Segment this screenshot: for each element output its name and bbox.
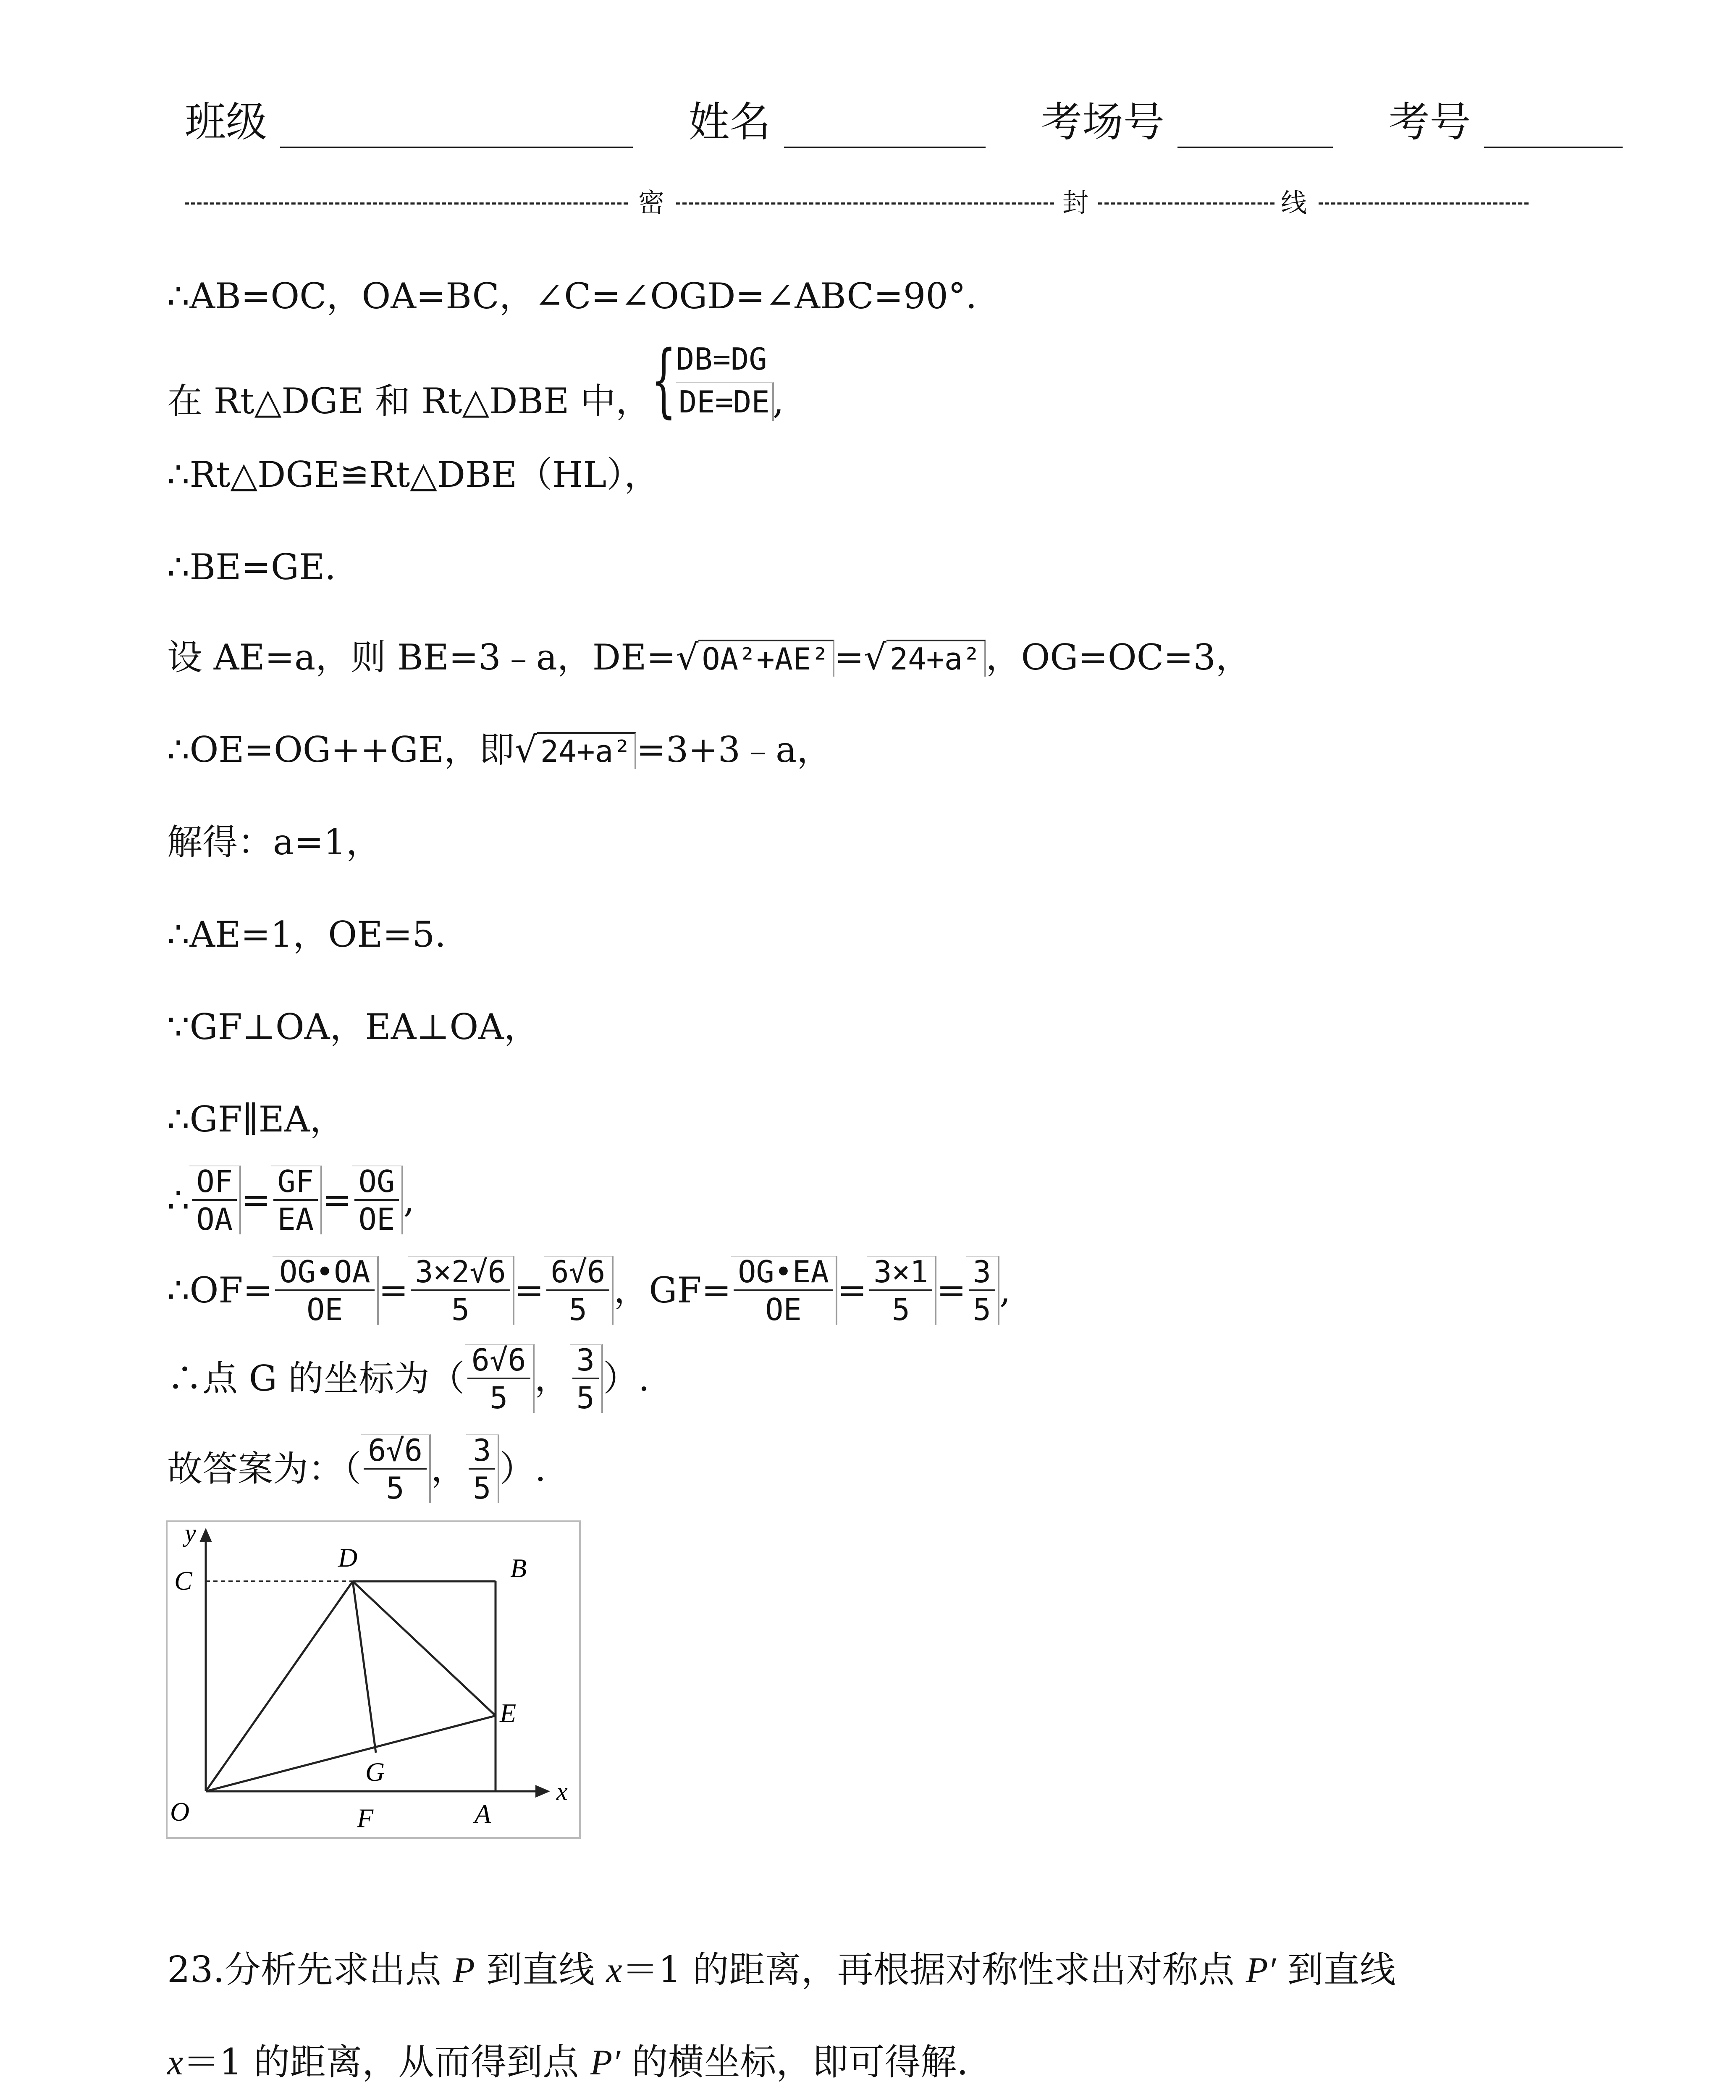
solution-line-12 (167, 1256, 1011, 1325)
fraction (273, 1256, 379, 1325)
radicand: OA²+AE² (698, 640, 834, 677)
numerator: 3×1 (869, 1257, 932, 1291)
problem-23-line-1 (167, 1949, 1396, 1991)
fraction (544, 1256, 614, 1325)
text: ）. (499, 1448, 546, 1489)
denominator: 5 (489, 1380, 508, 1415)
sqrt-expression (864, 636, 986, 680)
text: ∴OE=OG++GE，即 (167, 729, 515, 770)
label-B: B (510, 1553, 527, 1583)
solution-line-2 (167, 380, 651, 422)
label-C: C (174, 1566, 192, 1596)
x-axis-arrow (535, 1785, 550, 1798)
equals: = (834, 637, 864, 678)
solution-line-8: ∴AE=1，OE=5. (167, 914, 446, 955)
equals: = (936, 1270, 966, 1311)
denominator: 5 (473, 1470, 491, 1506)
system-eq-2: DE=DE (676, 382, 774, 421)
solution-line-5 (167, 636, 1251, 680)
segment-OE (206, 1716, 496, 1791)
fraction (361, 1433, 431, 1506)
fraction (966, 1256, 999, 1325)
label-y: y (185, 1520, 196, 1547)
number-blank[interactable] (1484, 110, 1623, 148)
denominator: EA (277, 1202, 314, 1237)
solution-line-13 (167, 1344, 650, 1413)
text: 到直线 (1276, 1949, 1396, 1991)
label-E: E (500, 1698, 517, 1728)
sqrt-sign: √ (864, 637, 886, 678)
text: 的横坐标，即可得解. (620, 2041, 968, 2083)
label-A: A (475, 1799, 491, 1829)
numerator: OG•EA (734, 1257, 833, 1291)
room-blank[interactable] (1177, 110, 1333, 148)
equals: = (322, 1179, 352, 1221)
fraction (731, 1256, 837, 1325)
fraction (466, 1433, 499, 1506)
seal-dash (1098, 202, 1274, 205)
brace: { (651, 333, 677, 426)
var-x: x (606, 1950, 622, 1990)
numerator: 3 (469, 1435, 495, 1470)
label-O: O (170, 1797, 190, 1827)
label-x: x (556, 1777, 568, 1805)
numerator: OG•OA (275, 1257, 375, 1291)
label-D: D (338, 1543, 358, 1572)
equals: = (378, 1270, 409, 1311)
text: ∴ (167, 1179, 190, 1221)
sqrt-sign: √ (676, 637, 699, 678)
text: =3+3﹣a， (636, 729, 832, 770)
numerator: OG (354, 1166, 399, 1201)
text: 到直线 (475, 1949, 606, 1991)
denominator: OE (358, 1202, 395, 1237)
text: , (999, 1270, 1011, 1311)
solution-line-1: ∴AB=OC，OA=BC，∠C=∠OGD=∠ABC=90°． (167, 276, 1001, 317)
sqrt-sign: √ (514, 729, 537, 770)
geometry-figure (166, 1520, 582, 1840)
numerator: GF (273, 1166, 318, 1201)
text: ＝1 的距离，再根据对称性求出对称点 (622, 1949, 1246, 1991)
numerator: 3×2√6 (411, 1257, 510, 1291)
text: 23.分析先求出点 (167, 1949, 453, 1991)
text: ， (534, 1358, 570, 1399)
y-axis-arrow (199, 1528, 212, 1542)
seal-dash (185, 202, 628, 205)
fraction (408, 1256, 514, 1325)
solution-line-14 (167, 1433, 546, 1506)
numerator: OF (192, 1166, 237, 1201)
numerator: 6√6 (546, 1257, 609, 1291)
equals: = (241, 1179, 271, 1221)
seal-char-feng: 封 (1062, 187, 1089, 218)
text: ，GF= (614, 1270, 732, 1311)
solution-line-11 (167, 1164, 415, 1237)
room-label: 考场号 (1041, 98, 1164, 146)
name-blank[interactable] (784, 110, 986, 148)
sqrt-expression (676, 636, 834, 680)
name-label: 姓名 (688, 98, 771, 146)
denominator: 5 (973, 1292, 991, 1327)
fraction (189, 1164, 241, 1237)
solution-line-10: ∴GF∥EA， (167, 1099, 345, 1140)
fraction (867, 1256, 936, 1325)
segment-DG (353, 1581, 376, 1753)
equals: = (514, 1270, 544, 1311)
denominator: 5 (892, 1292, 910, 1327)
numerator: 6√6 (364, 1435, 427, 1470)
seal-line (185, 187, 1529, 218)
numerator: 3 (969, 1257, 995, 1291)
text: ， (431, 1448, 467, 1489)
solution-line-6 (167, 729, 832, 772)
solution-line-3: ∴Rt△DGE≌Rt△DBE（HL）， (167, 454, 660, 495)
equals: = (837, 1270, 867, 1311)
radicand: 24+a² (537, 732, 637, 769)
text: ）. (603, 1358, 650, 1399)
denominator: 5 (576, 1380, 595, 1415)
text: 故答案为：（ (167, 1448, 362, 1489)
fraction (465, 1344, 535, 1413)
fraction (570, 1344, 603, 1413)
text: 设 AE=a，则 BE=3﹣a，DE= (167, 637, 676, 678)
var-P: P (453, 1950, 475, 1990)
segment-OD (206, 1581, 353, 1791)
seal-dash (676, 202, 1054, 205)
text: ∴OF= (167, 1270, 273, 1311)
text: , (403, 1179, 415, 1221)
fraction (352, 1164, 404, 1237)
text: ＝1 的距离，从而得到点 (183, 2041, 590, 2083)
comma: , (773, 381, 784, 422)
var-x: x (167, 2042, 184, 2082)
segment-DE (353, 1581, 496, 1716)
solution-line-9: ∵GF⊥OA，EA⊥OA， (167, 1006, 539, 1047)
text: ∴点 G 的坐标为（ (167, 1358, 465, 1399)
solution-line-4: ∴BE=GE. (167, 546, 336, 588)
seal-char-mi: 密 (638, 187, 665, 218)
solution-line-7: 解得：a=1， (167, 822, 381, 863)
denominator: OA (196, 1202, 233, 1237)
label-F: F (357, 1803, 374, 1833)
class-blank[interactable] (280, 110, 633, 148)
text: ，OG=OC=3， (986, 637, 1251, 678)
text: 在 Rt△DGE 和 Rt△DBE 中， (167, 381, 651, 422)
denominator: 5 (569, 1292, 587, 1327)
denominator: 5 (386, 1470, 404, 1506)
var-P-prime: P′ (590, 2042, 620, 2082)
denominator: OE (765, 1292, 802, 1327)
radicand: 24+a² (886, 640, 986, 677)
header-row (185, 89, 1623, 148)
denominator: OE (307, 1292, 343, 1327)
system-eq-1: DB=DG (676, 341, 767, 377)
number-label: 考号 (1388, 98, 1471, 146)
fraction (271, 1164, 323, 1237)
label-G: G (365, 1757, 385, 1787)
seal-char-xian: 线 (1281, 187, 1307, 218)
numerator: 3 (572, 1345, 599, 1379)
seal-dash (1319, 202, 1529, 205)
denominator: 5 (451, 1292, 470, 1327)
problem-23-line-2 (167, 2041, 968, 2083)
class-label: 班级 (185, 98, 267, 146)
numerator: 6√6 (467, 1345, 530, 1379)
sqrt-expression (514, 729, 636, 772)
var-P-prime: P′ (1246, 1950, 1276, 1990)
